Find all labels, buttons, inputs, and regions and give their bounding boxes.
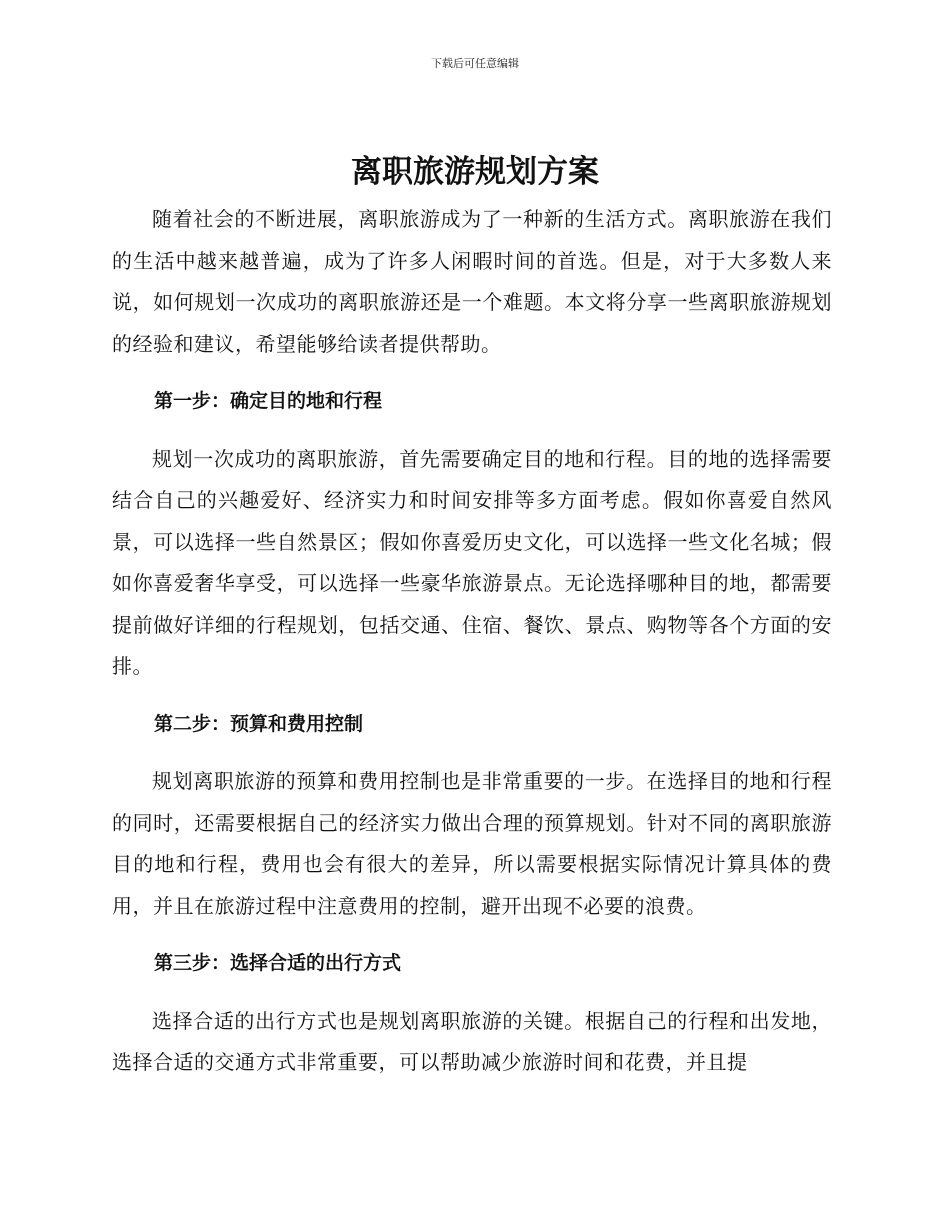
section-body-step-3: 选择合适的出行方式也是规划离职旅游的关键。根据自己的行程和出发地，选择合适的交通方式非常重要，可以帮助减少旅游时间和花费，并且提: [112, 1008, 832, 1074]
spacer: [112, 927, 832, 943]
intro-paragraph: 随着社会的不断进展，离职旅游成为了一种新的生活方式。离职旅游在我们的生活中越来越普遍，成为了许多人闲暇时间的首选。但是，对于大多数人来说，如何规划一次成功的离职旅游还是一个难题。本文将分享一些离职旅游规划的经验和建议，希望能够给读者提供帮助。: [112, 207, 832, 356]
section-heading-step-3: 第三步：选择合适的出行方式: [154, 952, 402, 974]
section-heading-step-1: 第一步：确定目的地和行程: [154, 390, 383, 412]
document-body: [112, 199, 832, 1084]
header-note: 下载后可任意编辑: [431, 57, 519, 70]
section-heading-step-2: 第二步：预算和费用控制: [154, 712, 364, 735]
section-body-step-2: 规划离职旅游的预算和费用控制也是非常重要的一步。在选择目的地和行程的同时，还需要根据自己的经济实力做出合理的预算规划。针对不同的离职旅游目的地和行程，费用也会有很大的差异，所以需要根据实际情况计算具体的费用，并且在旅游过程中注意费用的控制，避开出现不必要的浪费。: [112, 769, 832, 918]
section-body-step-1: 规划一次成功的离职旅游，首先需要确定目的地和行程。目的地的选择需要结合自己的兴趣爱好、经济实力和时间安排等多方面考虑。假如你喜爱自然风景，可以选择一些自然景区；假如你喜爱历史文化，可以选择一些文化名城；假如你喜爱奢华享受，可以选择一些豪华旅游景点。无论选择哪种目的地，都需要提前做好详细的行程规划，包括交通、住宿、餐饮、景点、购物等各个方面的安排。: [112, 446, 832, 678]
spacer: [112, 423, 832, 439]
spacer: [112, 745, 832, 761]
spacer: [112, 688, 832, 704]
document-title: 离职旅游规划方案: [351, 154, 599, 190]
spacer: [112, 365, 832, 381]
spacer: [112, 985, 832, 1001]
